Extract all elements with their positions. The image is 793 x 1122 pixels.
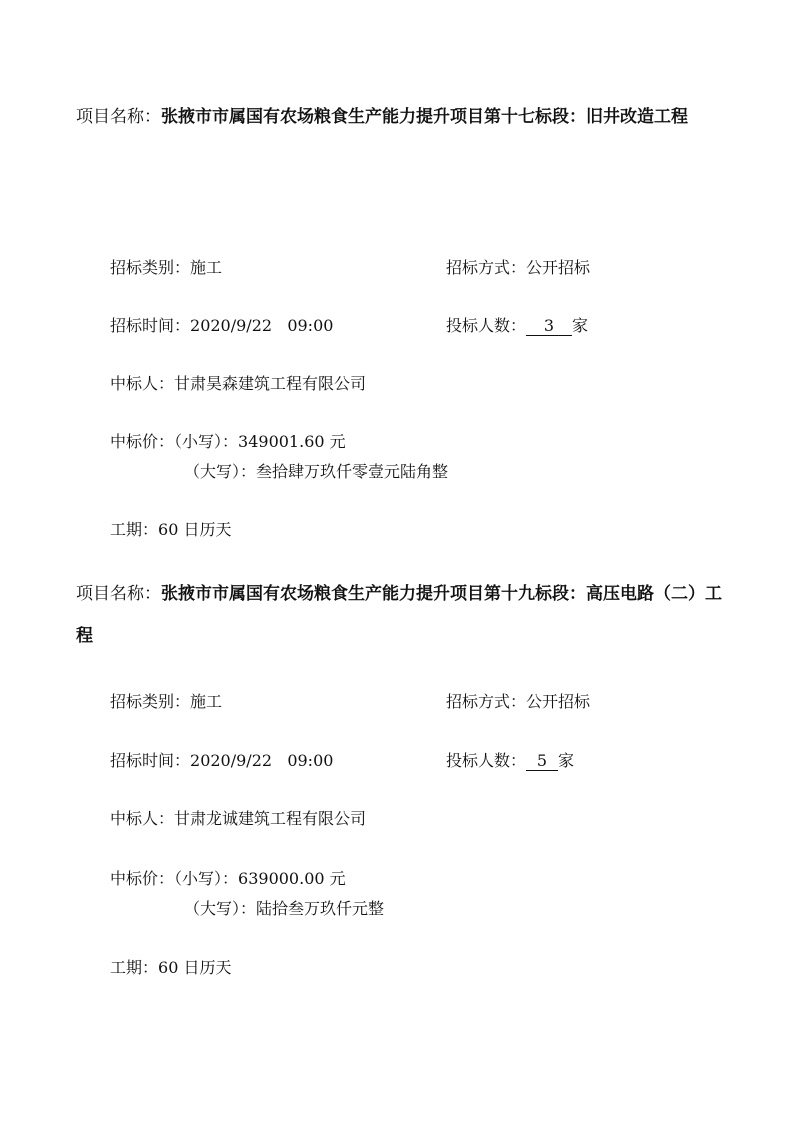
bidders-row: [446, 316, 588, 336]
method-label: 招标方式：: [446, 258, 527, 277]
project-title: [76, 573, 726, 657]
method-value: 公开招标: [526, 258, 591, 277]
bidders-unit: 家: [558, 751, 575, 770]
price-big-row: [184, 899, 384, 919]
bidders-count: 5: [526, 752, 558, 771]
time-row: [110, 751, 333, 771]
price-label: 中标价：: [110, 869, 175, 888]
project-name-label: 项目名称：: [76, 584, 161, 604]
bidders-row: [446, 751, 574, 771]
category-value: 施工: [190, 258, 223, 277]
method-row: [446, 258, 590, 278]
category-value: 施工: [190, 692, 223, 711]
price-big-label: （大写）：: [184, 899, 257, 918]
category-label: 招标类别：: [110, 692, 191, 711]
price-small-row: [110, 432, 346, 452]
period-label: 工期：: [110, 958, 159, 977]
winner-value: 甘肃昊森建筑工程有限公司: [174, 374, 367, 393]
method-label: 招标方式：: [446, 692, 527, 711]
period-value: 60 日历天: [158, 958, 232, 977]
category-row: [110, 692, 222, 712]
price-big-row: [184, 462, 448, 482]
method-value: 公开招标: [526, 692, 591, 711]
winner-value: 甘肃龙诚建筑工程有限公司: [174, 809, 367, 828]
project-title: [76, 96, 726, 138]
period-row: [110, 958, 231, 978]
project-name-label: 项目名称：: [76, 107, 161, 127]
bidders-count: 3: [526, 317, 572, 336]
price-small-label: （小写）：: [174, 869, 239, 888]
price-label: 中标价：: [110, 432, 175, 451]
period-label: 工期：: [110, 520, 159, 539]
bidders-unit: 家: [572, 316, 589, 335]
winner-row: [110, 809, 366, 829]
time-value: 2020/9/22 09:00: [190, 316, 334, 335]
price-big-value: 陆拾叁万玖仟元整: [256, 899, 385, 918]
time-value: 2020/9/22 09:00: [190, 751, 334, 770]
bidders-label: 投标人数：: [446, 316, 527, 335]
project-name: 张掖市市属国有农场粮食生产能力提升项目第十七标段：旧井改造工程: [161, 107, 688, 127]
period-value: 60 日历天: [158, 520, 232, 539]
bidders-label: 投标人数：: [446, 751, 527, 770]
price-small-value: 639000.00 元: [238, 869, 346, 888]
winner-row: [110, 374, 366, 394]
time-label: 招标时间：: [110, 316, 191, 335]
time-row: [110, 316, 333, 336]
project-name: 张掖市市属国有农场粮食生产能力提升项目第十九标段：高压电路（二）工程: [76, 584, 722, 646]
price-small-value: 349001.60 元: [238, 432, 346, 451]
price-small-label: （小写）：: [174, 432, 239, 451]
winner-label: 中标人：: [110, 374, 175, 393]
price-big-label: （大写）：: [184, 462, 257, 481]
period-row: [110, 520, 231, 540]
time-label: 招标时间：: [110, 751, 191, 770]
method-row: [446, 692, 590, 712]
category-row: [110, 258, 222, 278]
price-big-value: 叁拾肆万玖仟零壹元陆角整: [256, 462, 449, 481]
winner-label: 中标人：: [110, 809, 175, 828]
category-label: 招标类别：: [110, 258, 191, 277]
price-small-row: [110, 869, 346, 889]
